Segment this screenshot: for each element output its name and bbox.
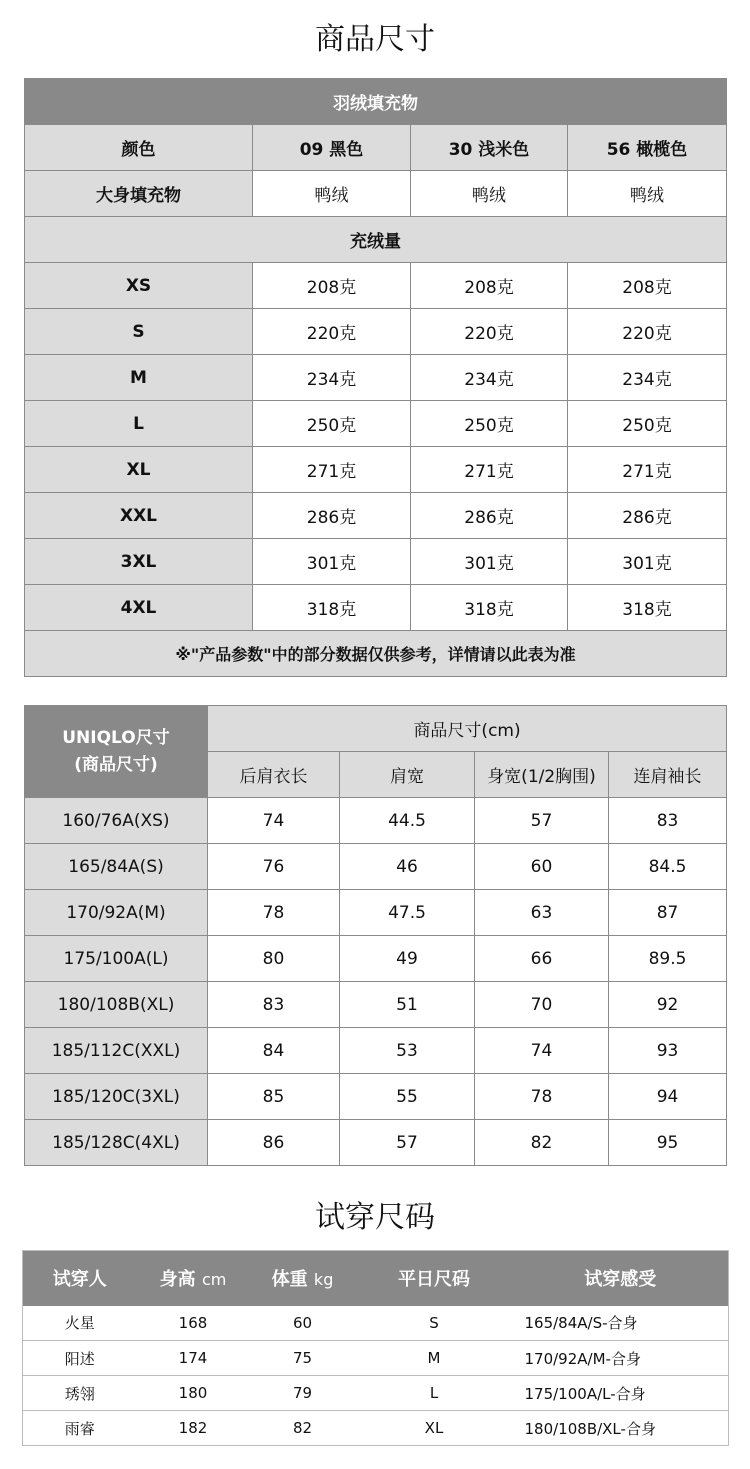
table-row <box>25 936 727 982</box>
uniqlo-size-label: UNIQLO尺寸 <box>62 727 170 748</box>
size-cell: L <box>25 401 253 447</box>
fill-weight-cell: 301克 <box>568 539 727 585</box>
fill-table-header: 羽绒填充物 <box>25 79 727 125</box>
height-cell: 180 <box>137 1376 250 1411</box>
color-name: 56 橄榄色 <box>568 125 727 171</box>
size-cell: 175/100A(L) <box>25 936 208 982</box>
measure-cell: 95 <box>609 1120 727 1166</box>
height-unit: cm <box>201 1270 227 1290</box>
measure-cell: 63 <box>475 890 609 936</box>
measure-cell: 78 <box>475 1074 609 1120</box>
size-cell: XL <box>25 447 253 493</box>
fill-weight-cell: 208克 <box>568 263 727 309</box>
measure-cell: 93 <box>609 1028 727 1074</box>
table-row <box>25 1074 727 1120</box>
height-cell: 168 <box>137 1306 250 1341</box>
usual-size-header: 平日尺码 <box>398 1269 470 1291</box>
table-row <box>25 263 727 309</box>
weight-header-label: 体重 <box>271 1269 308 1291</box>
fill-weight-cell: 250克 <box>568 401 727 447</box>
reference-note: ※"产品参数"中的部分数据仅供参考，详情请以此表为准 <box>25 631 727 677</box>
feeling-cell: 180/108B/XL-合身 <box>513 1411 729 1446</box>
size-cell: 185/120C(3XL) <box>25 1074 208 1120</box>
garment-size-table <box>24 705 727 1166</box>
fill-weight-cell: 301克 <box>253 539 411 585</box>
size-cell: 160/76A(XS) <box>25 798 208 844</box>
fill-weight-cell: 250克 <box>253 401 411 447</box>
size-cell: 185/112C(XXL) <box>25 1028 208 1074</box>
usual-size-cell: M <box>356 1341 513 1376</box>
table-row <box>23 1341 729 1376</box>
fill-weight-cell: 318克 <box>253 585 411 631</box>
fill-weight-cell: 271克 <box>253 447 411 493</box>
fill-weight-cell: 271克 <box>411 447 568 493</box>
size-cell: M <box>25 355 253 401</box>
color-label: 颜色 <box>25 125 253 171</box>
table-row <box>25 355 727 401</box>
fill-weight-cell: 271克 <box>568 447 727 493</box>
fill-amount-label: 充绒量 <box>25 217 727 263</box>
fill-weight-cell: 208克 <box>253 263 411 309</box>
column-header: 身宽(1/2胸围) <box>475 752 609 798</box>
fill-weight-cell: 301克 <box>411 539 568 585</box>
height-cell: 174 <box>137 1341 250 1376</box>
color-name: 30 浅米色 <box>411 125 568 171</box>
measure-cell: 87 <box>609 890 727 936</box>
measure-cell: 53 <box>340 1028 475 1074</box>
size-cell: 165/84A(S) <box>25 844 208 890</box>
measure-cell: 86 <box>208 1120 340 1166</box>
measure-cell: 57 <box>475 798 609 844</box>
measure-cell: 83 <box>609 798 727 844</box>
measure-cell: 78 <box>208 890 340 936</box>
table-row <box>25 798 727 844</box>
measure-cell: 84.5 <box>609 844 727 890</box>
fill-weight-cell: 234克 <box>411 355 568 401</box>
person-cell: 阳述 <box>23 1341 137 1376</box>
height-cell: 182 <box>137 1411 250 1446</box>
person-cell: 火星 <box>23 1306 137 1341</box>
measure-cell: 89.5 <box>609 936 727 982</box>
fill-weight-cell: 220克 <box>568 309 727 355</box>
fill-weight-cell: 318克 <box>568 585 727 631</box>
weight-unit: kg <box>313 1270 334 1290</box>
table-row <box>25 447 727 493</box>
measure-cell: 66 <box>475 936 609 982</box>
column-header: 肩宽 <box>340 752 475 798</box>
uniqlo-size-header <box>25 706 208 798</box>
measure-cell: 82 <box>475 1120 609 1166</box>
size-cell: 170/92A(M) <box>25 890 208 936</box>
fill-weight-cell: 286克 <box>568 493 727 539</box>
size-cell: 3XL <box>25 539 253 585</box>
height-header-label: 身高 <box>159 1269 196 1291</box>
size-cell: XXL <box>25 493 253 539</box>
table-row <box>25 1120 727 1166</box>
table-row <box>25 982 727 1028</box>
fill-weight-cell: 234克 <box>253 355 411 401</box>
body-fill-value: 鸭绒 <box>568 171 727 217</box>
measure-cell: 76 <box>208 844 340 890</box>
measure-cell: 92 <box>609 982 727 1028</box>
fill-weight-cell: 234克 <box>568 355 727 401</box>
measure-cell: 70 <box>475 982 609 1028</box>
measure-cell: 51 <box>340 982 475 1028</box>
body-fill-value: 鸭绒 <box>411 171 568 217</box>
table-row <box>25 539 727 585</box>
size-cell: 185/128C(4XL) <box>25 1120 208 1166</box>
measure-cell: 85 <box>208 1074 340 1120</box>
measure-cell: 55 <box>340 1074 475 1120</box>
weight-cell: 75 <box>250 1341 356 1376</box>
measure-cell: 46 <box>340 844 475 890</box>
table-row <box>23 1411 729 1446</box>
measure-cell: 74 <box>208 798 340 844</box>
person-cell: 琇翎 <box>23 1376 137 1411</box>
weight-cell: 82 <box>250 1411 356 1446</box>
measure-cell: 49 <box>340 936 475 982</box>
feeling-header: 试穿感受 <box>584 1269 657 1291</box>
weight-cell: 79 <box>250 1376 356 1411</box>
measure-cell: 60 <box>475 844 609 890</box>
down-fill-table <box>24 78 727 677</box>
measure-cell: 47.5 <box>340 890 475 936</box>
measure-cell: 84 <box>208 1028 340 1074</box>
measure-cell: 80 <box>208 936 340 982</box>
person-cell: 雨睿 <box>23 1411 137 1446</box>
body-fill-label: 大身填充物 <box>25 171 253 217</box>
fill-weight-cell: 286克 <box>411 493 568 539</box>
measurement-group-header: 商品尺寸(cm) <box>208 706 727 752</box>
column-header: 连肩袖长 <box>609 752 727 798</box>
feeling-cell: 175/100A/L-合身 <box>513 1376 729 1411</box>
weight-header <box>250 1251 356 1306</box>
feeling-cell: 165/84A/S-合身 <box>513 1306 729 1341</box>
fill-weight-cell: 286克 <box>253 493 411 539</box>
usual-size-cell: S <box>356 1306 513 1341</box>
measure-cell: 74 <box>475 1028 609 1074</box>
feeling-cell: 170/92A/M-合身 <box>513 1341 729 1376</box>
size-cell: XS <box>25 263 253 309</box>
fill-weight-cell: 318克 <box>411 585 568 631</box>
table-row <box>23 1306 729 1341</box>
table-row <box>25 844 727 890</box>
height-header <box>137 1251 250 1306</box>
column-header: 后肩衣长 <box>208 752 340 798</box>
size-cell: 4XL <box>25 585 253 631</box>
product-size-sublabel: (商品尺寸) <box>74 754 158 775</box>
product-size-title: 商品尺寸 <box>315 22 435 57</box>
table-row <box>25 585 727 631</box>
usual-size-cell: XL <box>356 1411 513 1446</box>
person-header: 试穿人 <box>52 1269 107 1291</box>
table-row <box>25 1028 727 1074</box>
body-fill-value: 鸭绒 <box>253 171 411 217</box>
tryon-title: 试穿尺码 <box>315 1200 435 1235</box>
measure-cell: 94 <box>609 1074 727 1120</box>
table-row <box>25 309 727 355</box>
fill-weight-cell: 250克 <box>411 401 568 447</box>
table-row <box>25 493 727 539</box>
usual-size-cell: L <box>356 1376 513 1411</box>
weight-cell: 60 <box>250 1306 356 1341</box>
table-row <box>25 890 727 936</box>
tryon-table <box>22 1250 729 1446</box>
table-row <box>25 401 727 447</box>
size-cell: S <box>25 309 253 355</box>
fill-weight-cell: 220克 <box>253 309 411 355</box>
table-row <box>23 1376 729 1411</box>
color-name: 09 黑色 <box>253 125 411 171</box>
measure-cell: 44.5 <box>340 798 475 844</box>
measure-cell: 57 <box>340 1120 475 1166</box>
size-cell: 180/108B(XL) <box>25 982 208 1028</box>
fill-weight-cell: 208克 <box>411 263 568 309</box>
measure-cell: 83 <box>208 982 340 1028</box>
fill-weight-cell: 220克 <box>411 309 568 355</box>
